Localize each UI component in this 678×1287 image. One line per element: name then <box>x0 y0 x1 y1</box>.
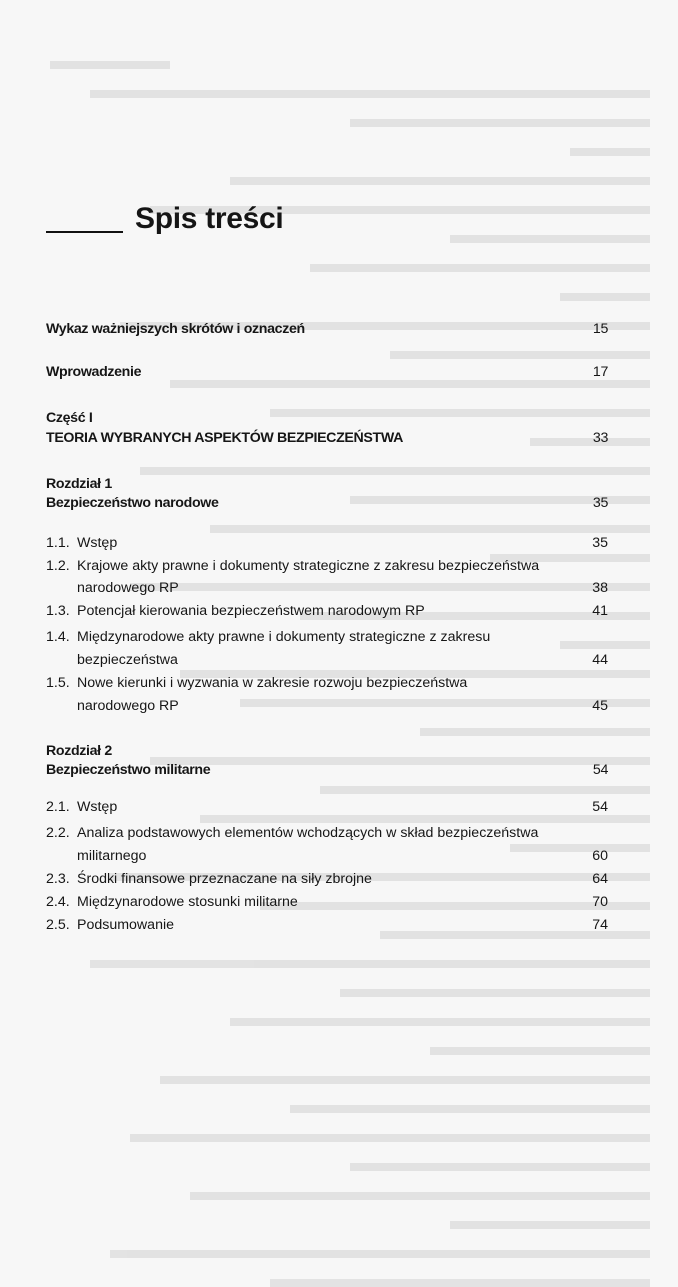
title-rule <box>46 231 123 233</box>
entry-label: Krajowe akty prawne i dokumenty strategiczne z zakresu bezpieczeństwa <box>77 558 540 574</box>
entry-label: Międzynarodowe akty prawne i dokumenty strategiczne z zakresu <box>77 629 491 645</box>
entry-number: 2.4. <box>46 894 70 910</box>
entry-label: Wstęp <box>77 535 118 551</box>
entry-number: 1.1. <box>46 535 70 551</box>
entry-page: 35 <box>592 535 608 551</box>
entry-page: 70 <box>592 894 608 910</box>
entry-label: TEORIA WYBRANYCH ASPEKTÓW BEZPIECZEŃSTWA <box>46 430 403 446</box>
entry-label: Międzynarodowe stosunki militarne <box>77 894 298 910</box>
entry-number: 1.3. <box>46 603 70 619</box>
entry-number: 2.2. <box>46 825 70 841</box>
entry-number: 1.5. <box>46 675 70 691</box>
page-title: Spis treści <box>135 202 284 235</box>
entry-label: Bezpieczeństwo militarne <box>46 762 211 778</box>
entry-page: 17 <box>592 364 608 380</box>
entry-label: Wykaz ważniejszych skrótów i oznaczeń <box>46 321 305 337</box>
entry-label: bezpieczeństwa <box>77 652 178 668</box>
entry-label: Wstęp <box>77 799 118 815</box>
entry-number: 1.2. <box>46 558 70 574</box>
entry-page: 54 <box>592 799 608 815</box>
entry-number: 2.1. <box>46 799 70 815</box>
entry-number: 2.5. <box>46 917 70 933</box>
entry-label: Rozdział 2 <box>46 743 112 759</box>
entry-label: Część I <box>46 410 93 426</box>
entry-label: narodowego RP <box>77 698 179 714</box>
entry-label: Podsumowanie <box>77 917 175 933</box>
entry-page: 44 <box>592 652 608 668</box>
entry-label: Potencjał kierowania bezpieczeństwem narodowym RP <box>77 603 425 619</box>
entry-page: 64 <box>592 871 608 887</box>
entry-page: 33 <box>592 430 608 446</box>
entry-label: narodowego RP <box>77 580 179 596</box>
entry-page: 54 <box>592 762 608 778</box>
entry-label: Analiza podstawowych elementów wchodzących w skład bezpieczeństwa <box>77 825 539 841</box>
entry-label: Środki finansowe przeznaczane na siły zbrojne <box>77 871 372 887</box>
entry-label: Wprowadzenie <box>46 364 142 380</box>
entry-page: 35 <box>592 495 608 511</box>
entry-page: 38 <box>592 580 608 596</box>
entry-page: 60 <box>592 848 608 864</box>
entry-page: 15 <box>592 321 608 337</box>
entry-page: 45 <box>592 698 608 714</box>
entry-label: Nowe kierunki i wyzwania w zakresie rozwoju bezpieczeństwa <box>77 675 468 691</box>
entry-page: 41 <box>592 603 608 619</box>
entry-number: 1.4. <box>46 629 70 645</box>
entry-label: Rozdział 1 <box>46 476 112 492</box>
entry-number: 2.3. <box>46 871 70 887</box>
entry-label: militarnego <box>77 848 147 864</box>
entry-label: Bezpieczeństwo narodowe <box>46 495 219 511</box>
entry-page: 74 <box>592 917 608 933</box>
